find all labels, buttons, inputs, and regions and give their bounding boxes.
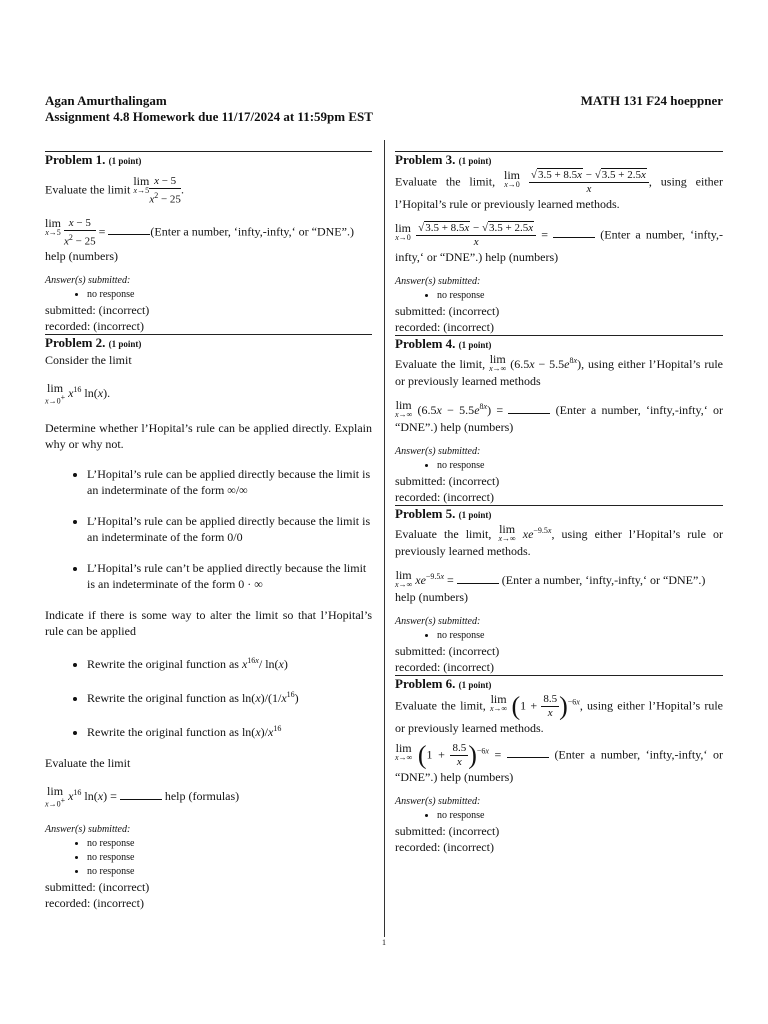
answer-blank[interactable] — [120, 788, 162, 800]
answer-line: lim x→5 $\frac{x - 5}{x^2 - 25}$ = (Enter a number, ‘infty,-infty,‘ or “DNE”.) — [45, 215, 354, 248]
right-column — [395, 151, 723, 855]
recorded-status: recorded: (incorrect) — [395, 660, 494, 674]
help-link[interactable]: help (formulas) — [164, 788, 240, 803]
answer-line: lim x→∞ $(6.5x - 5.5e^{8x})$ = (Enter a number, ‘infty,-infty,‘ or “DNE”.) help (numbers) — [395, 398, 723, 434]
course-name: MATH 131 F24 hoeppner — [580, 93, 723, 108]
help-link[interactable]: help (numbers) — [440, 770, 514, 784]
student-name: Agan Amurthalingam — [45, 93, 167, 108]
answer-line: lim x→0+ $x^{16}$ ln(x) = help (formulas) — [45, 783, 240, 809]
submitted-status: submitted: (incorrect) — [395, 824, 500, 838]
submitted-answer: • no response — [437, 809, 723, 823]
recorded-status: recorded: (incorrect) — [45, 895, 144, 910]
submitted-status: submitted: (incorrect) — [45, 303, 150, 318]
submitted-status: submitted: (incorrect) — [395, 644, 500, 658]
answer-line: lim x→0 $\frac{√3.5 + 8.5x - √3.5 + 2.5x}{x}$ = (Enter a number, ‘infty,-infty,‘ or “DNE”.) help (numbers) — [395, 221, 723, 264]
option-item[interactable]: • L’Hopital’s rule can’t be applied directly because the limit is an indeterminate of the form 0 · ∞ — [87, 560, 372, 592]
options-applicability — [45, 466, 372, 592]
help-link[interactable]: help (numbers) — [395, 590, 468, 604]
submitted-status: submitted: (incorrect) — [395, 304, 500, 318]
submitted-answer: • no response — [87, 288, 372, 302]
answers-submitted-label: Answer(s) submitted: — [395, 616, 481, 627]
problem-prompt: Evaluate the limit, lim x→∞ (1 + $\frac{8.5}{x}$ )$^{-6x}$, using either l’Hopital’s rule or previously learned methods. — [395, 691, 723, 735]
answer-line: lim x→∞ $xe^{-9.5x}$ = (Enter a number, ‘infty,-infty,‘ or “DNE”.) help (numbers) — [395, 568, 706, 604]
recorded-status: recorded: (incorrect) — [395, 490, 494, 504]
problem-prompt: Evaluate the limit, lim x→∞ $xe^{-9.5x}$, using either l’Hopital’s rule or previously learned methods. — [395, 522, 723, 558]
answers-submitted-label: Answer(s) submitted: — [45, 275, 131, 287]
option-item[interactable]: • Rewrite the original function as $x^{16x}/$ ln(x) — [87, 653, 372, 672]
problem-title: Problem 6. (1 point) — [395, 676, 492, 691]
answers-submitted-label: Answer(s) submitted: — [45, 823, 131, 835]
option-item[interactable]: • L’Hopital’s rule can be applied directly because the limit is an indeterminate of the form ∞/∞ — [87, 466, 372, 498]
option-item[interactable]: • L’Hopital’s rule can be applied directly because the limit is an indeterminate of the form 0/0 — [87, 513, 372, 545]
problem-title: Problem 4. (1 point) — [395, 336, 492, 351]
problem-1 — [45, 151, 372, 334]
help-link[interactable]: help (numbers) — [485, 250, 559, 264]
problem-title: Problem 3. (1 point) — [395, 152, 492, 167]
question-rewrite: Indicate if there is some way to alter the limit so that l’Hopital’s rule can be applied — [45, 607, 372, 638]
problem-title: Problem 1. (1 point) — [45, 152, 142, 167]
submitted-answer: • no response — [437, 629, 723, 643]
submitted-status: submitted: (incorrect) — [45, 879, 150, 894]
help-link[interactable]: help (numbers) — [440, 420, 514, 434]
limit-expression: lim x→0+ $x^{16}$ ln(x). — [45, 381, 111, 406]
answers-submitted-label: Answer(s) submitted: — [395, 796, 481, 807]
answer-blank[interactable] — [457, 572, 499, 584]
option-item[interactable]: • Rewrite the original function as $\ln(x)/x^{16}$ — [87, 721, 372, 740]
problem-prompt: Consider the limit — [45, 353, 132, 368]
recorded-status: recorded: (incorrect) — [395, 840, 494, 854]
question-applicability: Determine whether l’Hopital’s rule can be applied directly. Explain why or why not. — [45, 420, 372, 451]
column-divider — [384, 140, 385, 937]
page-header — [45, 93, 723, 125]
recorded-status: recorded: (incorrect) — [45, 319, 144, 334]
options-rewrite — [45, 653, 372, 740]
answer-blank[interactable] — [507, 746, 549, 758]
problem-4 — [395, 335, 723, 505]
answers-submitted-label: Answer(s) submitted: — [395, 446, 481, 457]
page-number: 1 — [382, 938, 386, 947]
problem-title: Problem 2. (1 point) — [45, 335, 142, 351]
submitted-answer: • no response — [87, 865, 372, 879]
answer-blank[interactable] — [108, 223, 150, 235]
problem-title: Problem 5. (1 point) — [395, 506, 492, 521]
answer-blank[interactable] — [508, 402, 550, 414]
problem-6 — [395, 675, 723, 855]
submitted-status: submitted: (incorrect) — [395, 474, 500, 488]
option-item[interactable]: • Rewrite the original function as $\ln(x)/(1/x^{16})$ — [87, 687, 372, 706]
submitted-answer: • no response — [437, 289, 723, 303]
assignment-title: Assignment 4.8 Homework due 11/17/2024 at 11:59pm EST — [45, 109, 373, 124]
problem-5 — [395, 505, 723, 675]
submitted-answer: • no response — [437, 459, 723, 473]
question-evaluate: Evaluate the limit — [45, 755, 131, 770]
problem-prompt: Evaluate the limit, lim x→0 $\frac{√3.5 + 8.5x - √3.5 + 2.5x}{x}$ , using either l’Hopital’s rule or previously learned methods. — [395, 168, 724, 211]
answer-blank[interactable] — [553, 226, 595, 238]
problem-2 — [45, 334, 372, 910]
problem-3 — [395, 151, 723, 335]
answers-submitted-label: Answer(s) submitted: — [395, 276, 481, 287]
problem-prompt: Evaluate the limit, lim x→∞ $(6.5x - 5.5e^{8x})$, using either l’Hopital’s rule or previously learned methods — [395, 352, 724, 388]
help-link[interactable]: help (numbers) — [45, 249, 118, 264]
submitted-answer: • no response — [87, 837, 372, 851]
recorded-status: recorded: (incorrect) — [395, 320, 494, 334]
left-column — [45, 151, 372, 911]
answer-line: lim x→∞ (1 + $\frac{8.5}{x}$ )$^{-6x}$ = (Enter a number, ‘infty,-infty,‘ or “DNE”.) help (numbers) — [395, 740, 723, 784]
submitted-answer: • no response — [87, 851, 372, 865]
problem-prompt: Evaluate the limit lim x→5 $\frac{x - 5}{x^2 - 25}$ . — [45, 174, 184, 206]
